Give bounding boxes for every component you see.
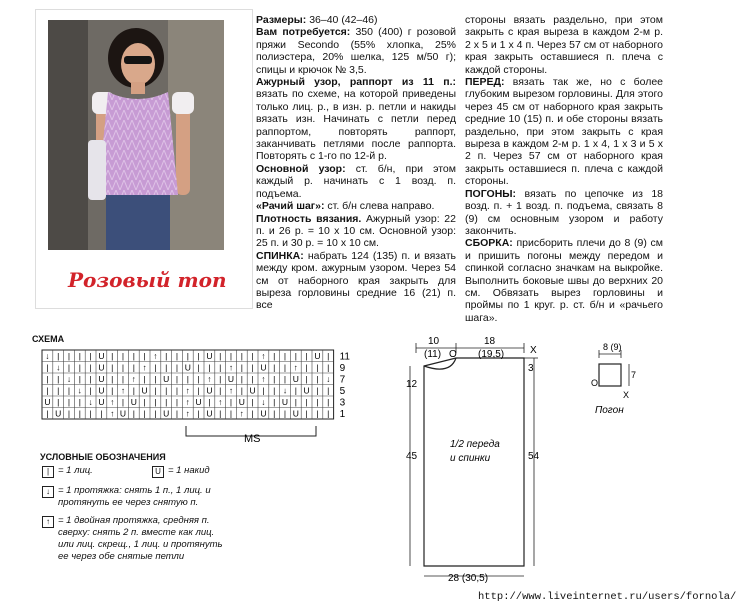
materials-label: Вам потребуется: [256, 26, 351, 39]
chart-row-number: 7 [339, 374, 346, 386]
chart-cell-symbol: U [163, 408, 170, 419]
chart-cell-symbol: U [303, 385, 310, 396]
main-pattern-label: Основной узор: [256, 162, 346, 175]
chart-cell-symbol: | [89, 385, 92, 396]
neck-width-label: 10 [428, 336, 440, 347]
chart-cell-symbol: | [219, 351, 222, 361]
shoulder-x-marker: X [530, 345, 537, 356]
chart-cell-symbol: U [98, 397, 105, 407]
chart-cell-symbol: | [316, 374, 319, 384]
chart-cell-symbol: ↑ [142, 362, 147, 373]
chart-cell-symbol: | [240, 351, 243, 361]
chart-cell-symbol: ↓ [282, 385, 288, 396]
chart-cell-symbol: | [67, 397, 71, 407]
legend-skp [40, 485, 230, 509]
chart-cell-symbol: | [229, 397, 233, 407]
chart-cell-symbol: | [100, 408, 103, 419]
chart-cell-symbol: | [273, 385, 276, 396]
front-text: вязать так же, но с более глубоким вырезом горловины. Для этого через 45 см от наборного края закрыть средние 10 (15) п. и обе стороны вязать раздельно, при этом закрыть с края выреза в каждом 2-м р. 1 х 4, 1 х 3 и 5 х 2 п. Через 57 см от наборного края закрыть оставшиеся п. плеча с каждой стороны. [465, 76, 663, 188]
chart-cell-symbol: | [197, 374, 200, 384]
chart-cell-symbol: | [89, 408, 92, 419]
chart-cell-symbol: | [165, 362, 168, 373]
chart-cell-symbol: ↓ [56, 362, 61, 373]
legend-knit [40, 465, 150, 477]
assembly-label: СБОРКА: [465, 237, 513, 250]
chart-row-number: 3 [339, 397, 346, 409]
chart-cell-symbol: ↓ [45, 351, 50, 361]
straps-paragraph [465, 188, 663, 238]
neck-depth-label: 12 [406, 379, 418, 390]
neck-marker: O [449, 349, 457, 360]
chart-cell-symbol: | [229, 351, 233, 361]
back-label: СПИНКА: [256, 249, 304, 262]
chart-cell-symbol: | [175, 374, 179, 384]
chart-cell-symbol: | [132, 362, 135, 373]
chart-cell-symbol: | [316, 385, 319, 396]
chart-cell-symbol: U [206, 408, 213, 419]
strap-height-label: 7 [631, 370, 637, 380]
straps-label: ПОГОНЫ: [465, 187, 517, 200]
chart-cell-symbol: | [132, 351, 135, 361]
main-pattern-paragraph [256, 163, 456, 200]
chart-cell-symbol: ↑ [293, 362, 298, 373]
chart-cell-symbol: | [219, 385, 222, 396]
right-side-label: 54 [528, 451, 540, 462]
shoulder-width-label: 18 [484, 336, 496, 347]
chart-cell-symbol: | [327, 351, 330, 361]
chart-cell-symbol: | [143, 397, 146, 407]
chart-cell-symbol: ↓ [326, 374, 331, 384]
skp-symbol: ↓ [42, 486, 54, 498]
back-paragraph [256, 250, 456, 312]
straps-text: вязать по цепочке из 18 возд. п. + 1 возд. п. подъема, связать 8 (9) см основным узором и работу закончить. [465, 187, 663, 237]
chart-cell-symbol: ↑ [228, 362, 234, 373]
chart-cell-symbol: U [119, 408, 127, 419]
chart-row-number: 1 [339, 409, 346, 420]
chart-cell-symbol: | [305, 374, 308, 384]
cdd-symbol: ↑ [42, 516, 54, 528]
chart-cell-symbol: U [249, 385, 256, 396]
chart-cell-symbol: ↑ [261, 374, 266, 384]
legend-yo [150, 465, 260, 477]
schema-title: СХЕМА [32, 334, 65, 344]
chart-row-number: 5 [339, 386, 346, 397]
chart-cell-symbol: U [98, 385, 105, 396]
chart-cell-symbol: | [78, 397, 81, 407]
chart-cell-symbol: | [327, 362, 330, 373]
chart-cell-symbol: ↓ [261, 397, 266, 407]
back-continued-paragraph: стороны вязать раздельно, при этом закрыть с края выреза в каждом 2-м р. 2 х 5 и 1 х 4 п. Через 57 см от наборного края закрыть оставшиеся п. плеча с каждой стороны. [465, 14, 663, 76]
chart-cell-symbol: U [227, 374, 235, 384]
legend-cdd-text: = 1 двойная протяжка, средняя п. сверху: снять 2 п. вместе как лиц. или лиц. скрещ., 1 лиц. и протянуть ее через обе снятые петли [58, 515, 223, 562]
chart-row-number: 11 [339, 351, 350, 363]
chart-cell-symbol: | [316, 362, 319, 373]
chart-cell-symbol: | [46, 374, 49, 384]
piece-label-line-2: и спинки [450, 453, 491, 464]
shoulder-drop-label: 3 [528, 363, 534, 374]
chart-cell-symbol: U [55, 408, 62, 419]
chart-cell-symbol: | [175, 362, 179, 373]
chart-cell-symbol: | [165, 385, 168, 396]
shoulder-width-alt-label: (19,5) [478, 349, 505, 360]
chart-cell-symbol: ↑ [218, 397, 223, 407]
chart-cell-symbol: | [219, 374, 222, 384]
chart-cell-symbol: | [186, 374, 189, 384]
chart-cell-symbol: | [67, 362, 71, 373]
gauge-label: Плотность вязания. [256, 212, 362, 225]
chart-cell-symbol: | [57, 374, 60, 384]
chart-cell-symbol: | [154, 362, 157, 373]
materials-paragraph [256, 26, 456, 76]
chart-cell-symbol: | [89, 362, 92, 373]
chart-cell-symbol: | [273, 408, 276, 419]
strap-o-marker: O [591, 378, 599, 388]
instructions-column-2 [465, 14, 663, 324]
piece-label-line-1: 1/2 переда [450, 439, 500, 450]
chart-cell-symbol: | [78, 362, 81, 373]
strap-label: Погон [595, 405, 624, 416]
chart-cell-symbol: | [165, 397, 168, 407]
chart-cell-symbol: | [251, 408, 254, 419]
back-text: набрать 124 (135) п. и вязать между кром. ажурным узором. Через 54 см от наборного края закрыть для выреза горловины средние 16 (21) п. все [256, 249, 456, 312]
chart-cell-symbol: | [175, 408, 179, 419]
chart-cell-symbol: | [262, 385, 265, 396]
chart-cell-symbol: | [143, 374, 146, 384]
chart-cell-symbol: | [175, 351, 179, 361]
sizes-text: 36–40 (42–46) [306, 14, 378, 26]
chart-cell-symbol: U [195, 397, 202, 407]
strap-pattern [585, 340, 645, 422]
chart-cell-symbol: U [141, 385, 148, 396]
chart-cell-symbol: ↑ [185, 397, 190, 407]
instructions-column-1 [256, 14, 456, 312]
chart-cell-symbol: | [121, 397, 125, 407]
lace-pattern-label: Ажурный узор, раппорт из 11 п.: [256, 76, 456, 89]
chart-cell-symbol: | [273, 351, 276, 361]
chart-cell-symbol: | [78, 351, 81, 361]
chart-cell-symbol: ↑ [185, 408, 190, 419]
chart-cell-symbol: | [305, 397, 308, 407]
chart-cell-symbol: | [197, 385, 200, 396]
chart-cell-symbol: | [327, 397, 330, 407]
chart-cell-symbol: | [208, 362, 211, 373]
legend-yo-text: = 1 накид [168, 465, 210, 476]
chart-cell-symbol: | [294, 351, 297, 361]
chart-cell-symbol: | [67, 408, 71, 419]
chart-cell-symbol: | [273, 397, 276, 407]
chart-cell-symbol: | [175, 397, 179, 407]
chart-cell-symbol: U [98, 374, 105, 384]
chart-cell-symbol: U [260, 408, 267, 419]
chart-cell-symbol: ↑ [207, 374, 212, 384]
source-url: http://www.liveinternet.ru/users/fornola/ [478, 591, 736, 603]
chart-cell-symbol: | [154, 397, 157, 407]
chart-cell-symbol: | [111, 385, 114, 396]
chart-cell-symbol: | [273, 362, 276, 373]
strap-rectangle [599, 364, 621, 386]
chart-cell-symbol: | [316, 408, 319, 419]
sizes-paragraph [256, 14, 456, 26]
chart-cell-symbol: | [305, 362, 308, 373]
chart-cell-symbol: | [67, 351, 71, 361]
chart-cell-symbol: | [143, 408, 146, 419]
chart-cell-symbol: U [98, 362, 105, 373]
chart-cell-symbol: U [292, 374, 299, 384]
chart-cell-symbol: | [46, 362, 49, 373]
materials-text: 350 (400) г розовой пряжи Secondo (55% хлопка, 25% полиэстера, 20% шелка, 125 м/50 г); спицы и крючок № 3,5. [256, 26, 457, 76]
chart-cell-symbol: ↑ [261, 351, 266, 361]
legend-skp-text: = 1 протяжка: снять 1 п., 1 лиц. и протянуть ее через снятую п. [58, 485, 211, 508]
chart-cell-symbol: | [165, 351, 168, 361]
chart-cell-symbol: | [283, 374, 287, 384]
chart-cell-symbol: | [111, 362, 114, 373]
chart-cell-symbol: | [219, 362, 222, 373]
chart-cell-symbol: | [121, 351, 125, 361]
garment-pattern [398, 335, 548, 585]
legend-knit-text: = 1 лиц. [58, 465, 93, 476]
chart-cell-symbol: | [219, 408, 222, 419]
chart-cell-symbol: | [111, 351, 114, 361]
photo-caption: Розовый топ [68, 268, 227, 292]
crab-stitch-text: ст. б/н слева направо. [324, 200, 435, 213]
chart-cell-symbol: | [251, 362, 254, 373]
gauge-text: Ажурный узор: 22 п. и 26 р. = 10 х 10 см. Основной узор: 25 п. и 30 р. = 10 х 10 см. [256, 212, 456, 250]
chart-cell-symbol: U [281, 397, 289, 407]
chart-cell-symbol: | [283, 362, 287, 373]
chart-cell-symbol: ↑ [110, 408, 115, 419]
strap-width-label: 8 (9) [603, 342, 622, 352]
chart-cell-symbol: | [294, 397, 297, 407]
chart-cell-symbol: | [305, 408, 308, 419]
chart-cell-symbol: | [57, 397, 60, 407]
chart-cell-symbol: U [184, 362, 191, 373]
chart-cell-symbol: ↓ [77, 385, 82, 396]
chart-cell-symbol: | [154, 408, 157, 419]
chart-cell-symbol: | [57, 351, 60, 361]
chart-cell-symbol: ↑ [185, 385, 190, 396]
chart-cell-symbol: U [292, 408, 299, 419]
chart-cell-symbol: | [251, 351, 254, 361]
chart-cell-symbol: U [260, 362, 267, 373]
chart-cell-symbol: | [316, 397, 319, 407]
crab-stitch-label: «Рачий шаг»: [256, 200, 325, 213]
gauge-paragraph [256, 213, 456, 250]
chart-cell-symbol: | [57, 385, 60, 396]
chart-cell-symbol: | [273, 374, 276, 384]
chart-cell-symbol: | [121, 374, 125, 384]
chart-cell-symbol: | [240, 362, 243, 373]
lace-pattern-text: вязать по схеме, на которой приведены только лиц. р., в изн. р. петли и накиды вязать изн. Начинать с петли перед раппортом, повторять раппорт, заканчивать петлями после раппорта. Повторять с 1-го по 12-й р. [256, 88, 456, 163]
chart-cell-symbol: | [154, 385, 157, 396]
chart-cell-symbol: | [132, 408, 135, 419]
chart-cell-symbol: | [240, 374, 243, 384]
front-paragraph [465, 76, 663, 188]
front-label: ПЕРЕД: [465, 76, 505, 89]
chart-cell-symbol: | [89, 374, 92, 384]
chart-cell-symbol: | [240, 385, 243, 396]
knitting-chart [28, 340, 358, 448]
chart-cell-symbol: U [206, 385, 213, 396]
chart-cell-symbol: | [251, 374, 254, 384]
chart-cell-symbol: | [327, 408, 330, 419]
chart-cell-symbol: | [46, 385, 49, 396]
yarn-over-symbol: U [152, 466, 164, 478]
chart-cell-symbol: | [283, 351, 287, 361]
legend-cdd [40, 515, 230, 563]
main-pattern-text: ст. б/н, при этом каждый р. начинать с 1 возд. п. подъема. [256, 162, 456, 200]
chart-cell-symbol: | [197, 362, 200, 373]
lace-pattern-paragraph [256, 76, 456, 163]
chart-cell-symbol: | [197, 351, 200, 361]
chart-cell-symbol: | [89, 351, 92, 361]
assembly-paragraph [465, 237, 663, 324]
chart-row-numbers [340, 352, 351, 421]
chart-cell-symbol: | [186, 351, 189, 361]
crab-stitch-paragraph [256, 200, 456, 212]
chart-cell-symbol: U [206, 351, 213, 361]
neck-width-alt-label: (11) [424, 349, 442, 360]
chart-cell-symbol: U [44, 397, 51, 407]
assembly-text: присборить плечи до 8 (9) см и пришить погоны между передом и спинкой согласно значкам на выкройке. Выполнить боковые швы до верхних 20 см. Обвязать вырез горловины и проймы по 1 круг. р. ст. б/н и «рачьего шага». [465, 237, 663, 324]
chart-cell-symbol: ↑ [228, 385, 234, 396]
chart-grid [42, 350, 334, 419]
chart-cell-symbol: | [208, 397, 211, 407]
chart-cell-symbol: | [78, 408, 81, 419]
chart-cell-symbol: | [229, 408, 233, 419]
model-photo [48, 20, 224, 250]
knit-symbol: | [42, 466, 54, 478]
chart-cell-symbol: | [132, 385, 135, 396]
chart-cell-symbol: U [238, 397, 245, 407]
sizes-label: Размеры: [256, 14, 307, 26]
chart-cell-symbol: | [143, 351, 146, 361]
chart-cell-symbol: U [314, 351, 321, 361]
chart-cell-symbol: | [78, 374, 81, 384]
chart-cell-symbol: ↑ [120, 385, 126, 396]
chart-cell-symbol: | [175, 385, 179, 396]
chart-cell-symbol: U [130, 397, 137, 407]
chart-cell-symbol: U [163, 374, 170, 384]
left-side-label: 45 [406, 451, 418, 462]
bottom-width-label: 28 (30,5) [448, 573, 489, 584]
chart-cell-symbol: | [67, 385, 71, 396]
chart-cell-symbol: U [98, 351, 105, 361]
chart-cell-symbol: | [327, 385, 330, 396]
chart-cell-symbol: ↑ [131, 374, 136, 384]
chart-cell-symbol: | [305, 351, 308, 361]
chart-cell-symbol: | [46, 408, 49, 419]
chart-cell-symbol: | [197, 408, 200, 419]
chart-cell-symbol: ↑ [239, 408, 244, 419]
chart-cell-symbol: ↑ [110, 397, 115, 407]
chart-cell-symbol: ↑ [153, 351, 158, 361]
repeat-label: MS [244, 433, 261, 445]
chart-cell-symbol: | [154, 374, 157, 384]
chart-cell-symbol: ↓ [66, 374, 72, 384]
chart-cell-symbol: | [121, 362, 125, 373]
chart-cell-symbol: | [294, 385, 297, 396]
chart-cell-symbol: | [283, 408, 287, 419]
chart-cell-symbol: | [111, 374, 114, 384]
chart-cell-symbol: | [251, 397, 254, 407]
chart-row-number: 9 [339, 363, 346, 374]
legend-title: УСЛОВНЫЕ ОБОЗНАЧЕНИЯ [40, 452, 166, 462]
chart-cell-symbol: ↓ [88, 397, 93, 407]
strap-x-marker: X [623, 390, 630, 400]
